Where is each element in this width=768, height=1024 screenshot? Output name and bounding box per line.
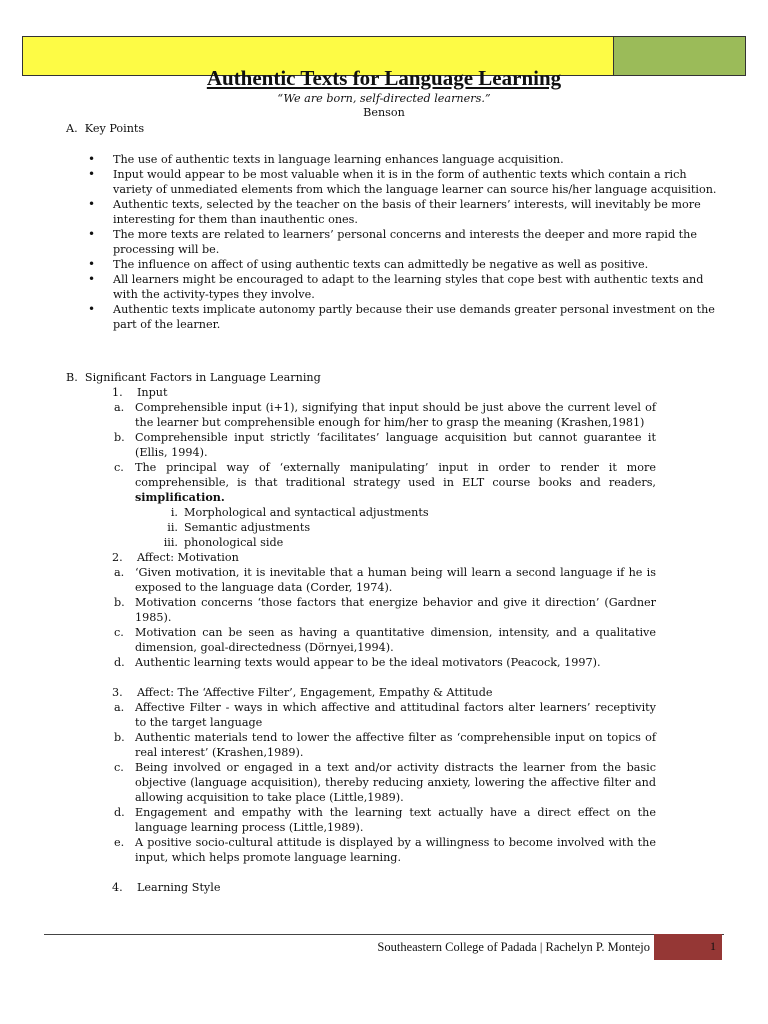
- list-item: c. Being involved or engaged in a text and/or activity distracts the learner from the basic objective (language acquisition), thereby reducing anxiety, lowering the affective filter and allowing acquisition to take place (Little,1989).: [114, 761, 656, 804]
- emphasis-text: simplification.: [135, 490, 225, 504]
- list-item: b. Authentic materials tend to lower the affective filter as ‘comprehensible input on topics of real interest’ (Krashen,1989).: [114, 731, 656, 759]
- section-b-title: Significant Factors in Language Learning: [84, 371, 321, 384]
- key-points-list: [88, 152, 724, 332]
- list-item: ii. Semantic adjustments: [167, 521, 311, 534]
- input-points: [110, 400, 656, 505]
- subsection-input: [112, 385, 726, 400]
- page-number: 1: [710, 939, 716, 953]
- subsection-title: Affect: The ‘Affective Filter’, Engagement, Empathy & Attitude: [137, 686, 493, 699]
- subsection-number: 2.: [112, 551, 123, 564]
- section-a-label: A.: [66, 122, 78, 135]
- section-b-label: B.: [66, 371, 78, 384]
- simplification-types: [156, 505, 726, 550]
- list-item: • All learners might be encouraged to adapt to the learning styles that cope best with authentic texts and with the activity-types they involve.: [88, 272, 724, 302]
- footer-credit: Southeastern College of Padada | Rachelyn P. Montejo: [377, 940, 650, 954]
- list-item: e. A positive socio-cultural attitude is displayed by a willingness to become involved with the input, which helps promote language learning.: [114, 836, 656, 864]
- list-item: • Authentic texts implicate autonomy partly because their use demands greater personal investment on the part of the learner.: [88, 302, 724, 332]
- list-item: • Input would appear to be most valuable when it is in the form of authentic texts which contain a rich variety of unmediated elements from which the language learner can source his/her language acquisition.: [88, 167, 724, 197]
- subsection-number: 1.: [112, 386, 123, 399]
- list-item: d. Authentic learning texts would appear to be the ideal motivators (Peacock, 1997).: [114, 656, 601, 669]
- list-item: c. Motivation can be seen as having a quantitative dimension, intensity, and a qualitative dimension, goal-directedness (Dörnyei,1994).: [114, 626, 656, 654]
- list-item: b. Motivation concerns ‘those factors that energize behavior and give it direction’ (Gardner 1985).: [114, 596, 656, 624]
- list-item: • The more texts are related to learners’ personal concerns and interests the deeper and more rapid the processing will be.: [88, 227, 724, 257]
- subsection-title: Learning Style: [137, 881, 221, 894]
- subsection-affective-filter: [112, 685, 726, 700]
- motivation-points: [110, 565, 656, 670]
- epigraph-quote: “We are born, self-directed learners.”: [277, 92, 491, 105]
- subsection-title: Input: [137, 386, 168, 399]
- page-number-box: [654, 934, 722, 960]
- document-title: Authentic Texts for Language Learning: [206, 66, 562, 90]
- list-item: a. Comprehensible input (i+1), signifying that input should be just above the current level of the learner but comprehensible enough for him/her to grasp the meaning (Krashen,1981): [114, 401, 656, 429]
- list-item: i. Morphological and syntactical adjustments: [170, 506, 429, 519]
- subsection-motivation: [112, 550, 726, 565]
- section-a-heading: [66, 121, 144, 136]
- epigraph-author: Benson: [363, 106, 405, 119]
- subsection-number: 4.: [112, 881, 123, 894]
- section-b: [66, 370, 726, 895]
- list-item: iii. phonological side: [163, 536, 284, 549]
- subsection-title: Affect: Motivation: [137, 551, 239, 564]
- list-item: • Authentic texts, selected by the teacher on the basis of their learners’ interests, will inevitably be more interesting for them than inauthentic ones.: [88, 197, 724, 227]
- list-item: a. ‘Given motivation, it is inevitable that a human being will learn a second language if he is exposed to the language data (Corder, 1974).: [114, 566, 656, 594]
- subsection-number: 3.: [112, 686, 123, 699]
- list-item: • The influence on affect of using authentic texts can admittedly be negative as well as positive.: [88, 257, 724, 272]
- list-item: c. The principal way of ‘externally manipulating’ input in order to render it more comprehensible, is that traditional strategy used in ELT course books and readers, simplification.: [114, 461, 656, 504]
- list-item: • The use of authentic texts in language learning enhances language acquisition.: [88, 152, 724, 167]
- section-a-title: Key Points: [84, 122, 145, 135]
- section-b-heading: [66, 370, 726, 385]
- affective-filter-points: [110, 700, 656, 865]
- list-item: d. Engagement and empathy with the learning text actually have a direct effect on the language learning process (Little,1989).: [114, 806, 656, 834]
- subsection-learning-style: [112, 880, 726, 895]
- list-item: b. Comprehensible input strictly ‘facilitates’ language acquisition but cannot guarantee it (Ellis, 1994).: [114, 431, 656, 459]
- list-item: a. Affective Filter - ways in which affective and attitudinal factors alter learners’ receptivity to the target language: [114, 701, 656, 729]
- footer-divider: [44, 934, 724, 935]
